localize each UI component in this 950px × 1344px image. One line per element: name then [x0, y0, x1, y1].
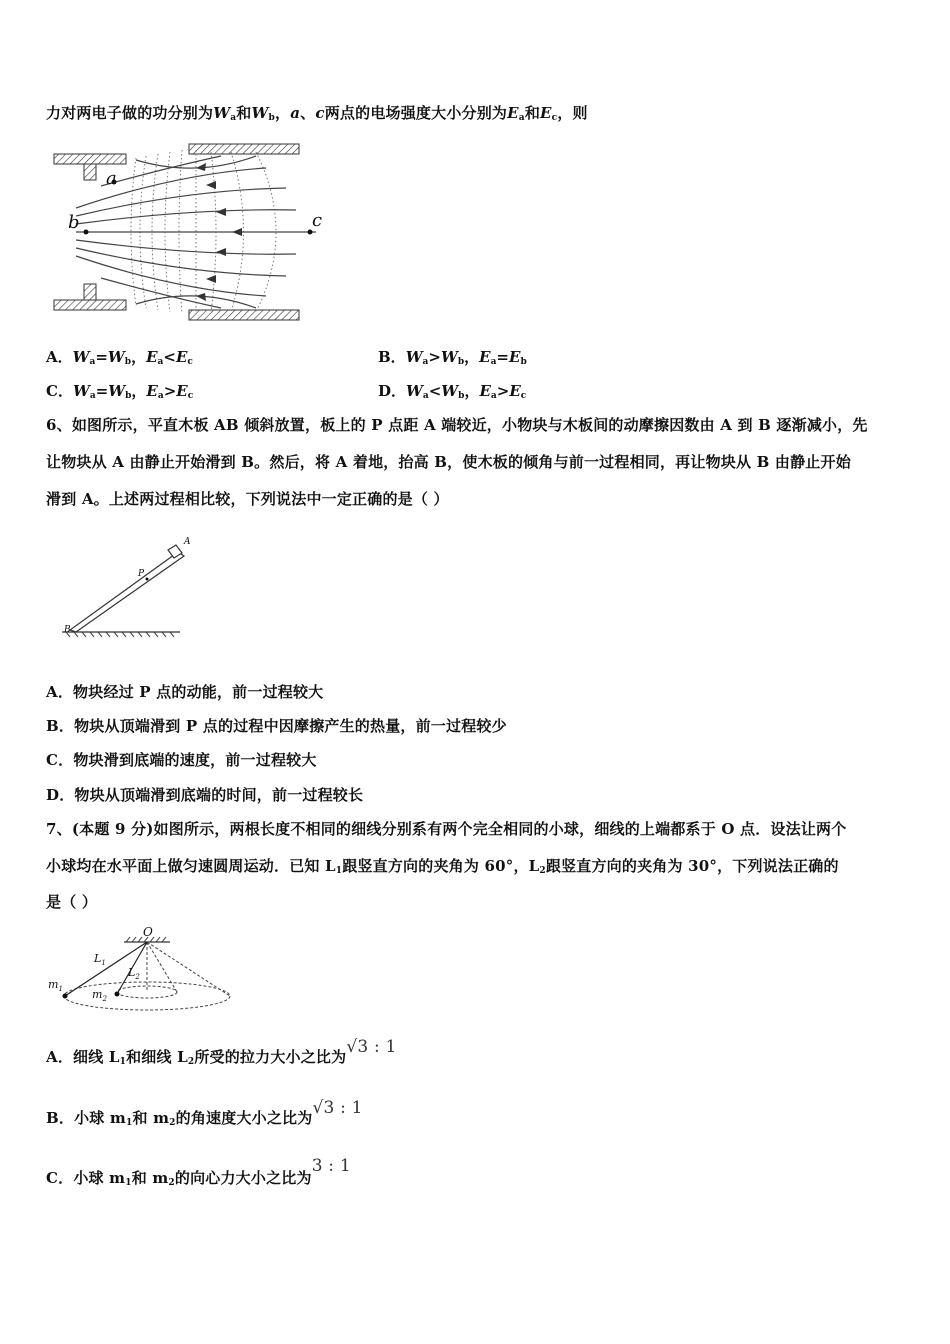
q5-stem-mid: 两点的电场强度大小分别为 [324, 104, 508, 122]
q7-b-s1: 1 [125, 1118, 133, 1128]
q5-ea-sub: a [518, 113, 525, 123]
q5-c: c [315, 104, 325, 122]
q7-c-s1: 1 [125, 1178, 132, 1188]
q5-ea: E [507, 104, 519, 122]
q5-point-b [84, 230, 89, 235]
q6-label-p: P [138, 569, 145, 579]
q7-c-p1: C．小球 m [46, 1169, 126, 1187]
q6-stem-line-3: 滑到 A。上述两过程相比较，下列说法中一定正确的是（ ） [46, 490, 449, 508]
q7-line2-p1: 小球均在水平面上做匀速圆周运动．已知 L [46, 857, 336, 875]
q5-dun: 、 [300, 104, 316, 122]
q7-option-c[interactable] [46, 1156, 351, 1188]
q5-wa-sub: a [230, 113, 237, 123]
q6-option-a[interactable]: A．物块经过 P 点的动能，前一过程较大 [46, 683, 324, 701]
q7-c-p3: 的向心力大小之比为 [174, 1169, 312, 1187]
q5-option-d[interactable]: D．$W_a<W_b$，$E_a>E_c$ [378, 382, 527, 401]
q7-a-s1: 1 [119, 1057, 127, 1067]
q5-option-a[interactable]: A．$W_a=W_b$，$E_a<E_c$ [46, 348, 193, 367]
q7-a-s2: 2 [187, 1057, 195, 1067]
q7-a-p3: 所受的拉力大小之比为 [194, 1048, 347, 1066]
q7-ball-m1 [63, 994, 68, 999]
q5-sep: ， [275, 104, 291, 122]
q5-a: a [290, 104, 301, 122]
q5-label-b: b [68, 212, 80, 233]
q7-label-l1: $L_1$ [94, 952, 106, 967]
q7-stem-line-3: 是（ ） [46, 893, 98, 911]
q5-wb-sub: b [268, 113, 276, 123]
q7-conical-pendulum-figure [46, 924, 236, 1024]
q7-c-ratio: 3 : 1 [311, 1156, 351, 1176]
q7-a-p1: A．细线 L [46, 1048, 120, 1066]
q7-a-p2: 和细线 L [126, 1048, 188, 1066]
q7-option-b[interactable] [46, 1098, 363, 1128]
q7-b-p3: 的角速度大小之比为 [175, 1109, 313, 1127]
q5-option-c[interactable]: C．$W_a=W_b$，$E_a>E_c$ [46, 382, 194, 401]
q5-and2: 和 [524, 104, 541, 122]
q7-option-a[interactable] [46, 1037, 397, 1067]
q7-ball-m2 [115, 992, 120, 997]
q7-orbit-1 [64, 982, 230, 1010]
q5-plate-top-left [54, 154, 126, 164]
q7-label-m1: $m_1$ [48, 978, 63, 993]
q5-stem-lead: 力对两电子做的功分别为 [46, 104, 214, 122]
q5-and1: 和 [236, 104, 252, 122]
q5-stem-tail: ，则 [557, 104, 588, 122]
q5-plate-top-right [189, 144, 299, 154]
q5-ec: E [540, 104, 552, 122]
q5-wb: W [251, 104, 269, 122]
q6-board [70, 552, 184, 632]
q5-stem-line [46, 102, 588, 123]
q6-option-b[interactable]: B．物块从顶端滑到 P 点的过程中因摩擦产生的热量，前一过程较少 [46, 717, 507, 735]
q6-option-d[interactable]: D．物块从顶端滑到底端的时间，前一过程较长 [46, 786, 364, 804]
q5-option-b[interactable]: B．$W_a>W_b$，$E_a=E_b$ [378, 348, 527, 367]
q6-option-c[interactable]: C．物块滑到底端的速度，前一过程较大 [46, 751, 317, 769]
q6-stem-line-1: 6、如图所示，平直木板 AB 倾斜放置，板上的 P 点距 A 端较近，小物块与木板间的动摩擦因数由 A 到 B 逐渐减小，先 [46, 416, 868, 434]
q7-b-s2: 2 [169, 1118, 176, 1128]
q5-label-c: c [312, 210, 323, 231]
q7-b-p2: 和 m [132, 1109, 170, 1127]
q7-stem-line-1: 7、(本题 9 分)如图所示，两根长度不相同的细线分别系有两个完全相同的小球，细线的上端都系于 O 点．设法让两个 [46, 820, 847, 838]
q7-line2-s2: 2 [539, 866, 546, 876]
q7-line2-p2: 跟竖直方向的夹角为 60°，L [342, 857, 540, 875]
q7-line2-s1: 1 [335, 866, 343, 876]
q5-label-a: a [106, 168, 117, 189]
q6-label-a: A [184, 537, 191, 547]
q6-label-b: B [64, 625, 71, 635]
q7-label-l2: $L_2$ [128, 966, 140, 981]
q7-a-ratio: √3 : 1 [346, 1037, 397, 1057]
q5-ec-sub: c [551, 113, 558, 123]
q6-stem-line-2: 让物块从 A 由静止开始滑到 B。然后，将 A 着地，抬高 B，使木板的倾角与前一过程相同，再让物块从 B 由静止开始 [46, 453, 851, 471]
q7-label-m2: $m_2$ [92, 988, 107, 1003]
q7-c-s2: 2 [168, 1178, 175, 1188]
q6-incline-figure [56, 532, 191, 642]
q5-field-figure [46, 138, 336, 328]
q6-ground-hatch [66, 632, 174, 637]
q7-b-p1: B．小球 m [46, 1109, 126, 1127]
q7-line2-p3: 跟竖直方向的夹角为 30°，下列说法正确的 [545, 857, 839, 875]
q7-b-ratio: √3 : 1 [312, 1098, 363, 1118]
q7-stem-line-2 [46, 855, 839, 876]
q5-plate-bottom-left [54, 300, 126, 310]
q6-point-p [146, 578, 149, 581]
q5-plate-bottom-right [189, 310, 299, 320]
q7-label-o: O [143, 925, 153, 939]
q5-wa: W [213, 104, 231, 122]
q7-c-p2: 和 m [131, 1169, 169, 1187]
